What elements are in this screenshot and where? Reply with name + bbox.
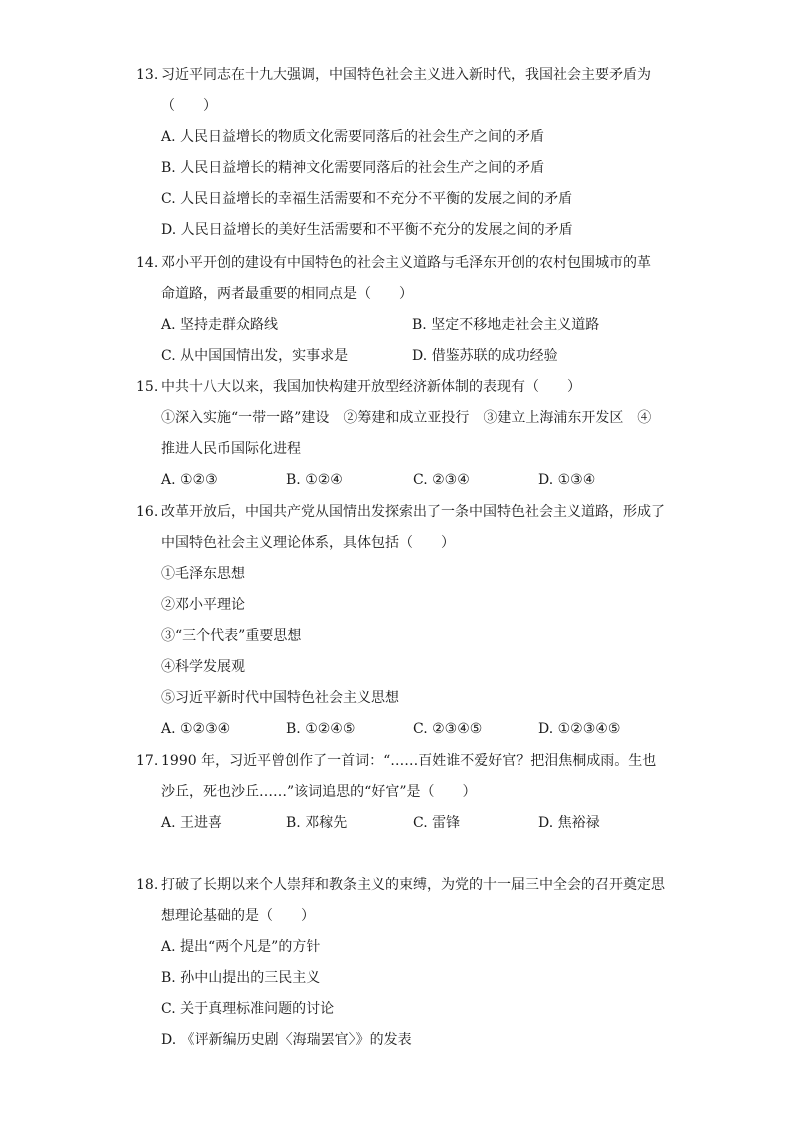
option-row [136, 184, 676, 215]
question-stem-text: 中共十八大以来，我国加快构建开放型经济新体制的表现有（ ） [161, 379, 581, 395]
question-stem-text: 改革开放后，中国共产党从国情出发探索出了一条中国特色社会主义道路，形成了 [161, 504, 665, 520]
question-stem-line [136, 528, 676, 559]
question-16 [136, 497, 676, 745]
question-stem-text: 习近平同志在十九大强调，中国特色社会主义进入新时代，我国社会主要矛盾为 [161, 67, 651, 83]
option-a: A. 坚持走群众路线 [161, 317, 279, 333]
option-b: B. ①②④ [286, 472, 343, 488]
option-d: D. 焦裕禄 [538, 815, 600, 831]
option-b: B. 人民日益增长的精神文化需要同落后的社会生产之间的矛盾 [161, 160, 545, 176]
question-stem-text: ①深入实施“一带一路”建设 ②筹建和成立亚投行 ③建立上海浦东开发区 ④ [161, 410, 652, 426]
option-d: D. ①②③④⑤ [538, 721, 621, 737]
statement-item: ⑤习近平新时代中国特色社会主义思想 [161, 690, 399, 706]
option-c: C. 关于真理标准问题的讨论 [161, 1001, 335, 1017]
option-a: A. 提出“两个凡是”的方针 [161, 939, 321, 955]
option-b: B. 孙中山提出的三民主义 [161, 970, 321, 986]
question-stem-text: 邓小平开创的建设有中国特色的社会主义道路与毛泽东开创的农村包围城市的革 [161, 255, 651, 271]
option-row [136, 465, 676, 496]
option-c: C. ②③④⑤ [413, 721, 483, 737]
question-stem-line [136, 901, 676, 932]
question-stem-line [136, 372, 676, 403]
question-stem-line [136, 403, 676, 434]
option-b: B. 坚定不移地走社会主义道路 [412, 317, 600, 333]
question-stem-line [136, 870, 676, 901]
question-stem-text: 命道路，两者最重要的相同点是（ ） [161, 286, 413, 302]
option-row [136, 215, 676, 246]
option-d: D. 《评新编历史剧〈海瑞罢官〉》的发表 [161, 1032, 412, 1048]
option-row [136, 808, 676, 839]
question-13 [136, 60, 676, 246]
option-b: B. 邓稼先 [286, 815, 348, 831]
option-row [136, 122, 676, 153]
question-stem-line [136, 683, 676, 714]
question-stem-text: 打破了长期以来个人崇拜和教条主义的束缚，为党的十一届三中全会的召开奠定思 [161, 877, 665, 893]
option-a: A. ①②③④ [161, 721, 231, 737]
question-stem-text: 沙丘，死也沙丘……”该词追思的“好官”是（ ） [161, 784, 477, 800]
question-stem-text: 想理论基础的是（ ） [161, 908, 315, 924]
question-stem-text: 中国特色社会主义理论体系，具体包括（ ） [161, 535, 455, 551]
answer-blank: （ ） [161, 98, 217, 114]
option-row [136, 994, 676, 1025]
question-stem-line [136, 434, 676, 465]
question-stem-line [136, 777, 676, 808]
question-number: 17. [136, 753, 159, 769]
question-number: 18. [136, 877, 159, 893]
question-number: 14. [136, 255, 159, 271]
option-row [136, 714, 676, 745]
option-d: D. ①③④ [538, 472, 596, 488]
question-number: 16. [136, 504, 159, 520]
option-c: C. 雷锋 [413, 815, 461, 831]
statement-item: ③“三个代表”重要思想 [161, 628, 302, 644]
option-row [136, 932, 676, 963]
question-stem-line [136, 621, 676, 652]
question-stem-line [136, 60, 676, 91]
question-stem-line [136, 248, 676, 279]
question-stem-text: 1990 年，习近平曾创作了一首词：“……百姓谁不爱好官？把泪焦桐成雨。生也 [161, 753, 657, 769]
option-a: A. 人民日益增长的物质文化需要同落后的社会生产之间的矛盾 [161, 129, 545, 145]
question-number: 13. [136, 67, 159, 83]
statement-item: ④科学发展观 [161, 659, 245, 675]
option-c: C. ②③④ [413, 472, 470, 488]
question-17 [136, 746, 676, 839]
question-stem-line [136, 497, 676, 528]
statement-item: ①毛泽东思想 [161, 566, 245, 582]
question-stem-line [136, 559, 676, 590]
option-row [136, 310, 676, 341]
question-stem-line [136, 746, 676, 777]
question-stem-text: 推进人民币国际化进程 [161, 441, 301, 457]
statement-item: ②邓小平理论 [161, 597, 245, 613]
option-a: A. ①②③ [161, 472, 218, 488]
option-d: D. 人民日益增长的美好生活需要和不平衡不充分的发展之间的矛盾 [161, 222, 573, 238]
option-a: A. 王进喜 [161, 815, 223, 831]
question-15 [136, 372, 676, 496]
option-c: C. 人民日益增长的幸福生活需要和不充分不平衡的发展之间的矛盾 [161, 191, 573, 207]
option-row [136, 153, 676, 184]
question-stem-line [136, 279, 676, 310]
question-stem-line [136, 590, 676, 621]
question-14 [136, 248, 676, 372]
question-stem-line [136, 652, 676, 683]
question-18 [136, 870, 676, 1056]
option-d: D. 借鉴苏联的成功经验 [412, 348, 558, 364]
option-row [136, 963, 676, 994]
option-b: B. ①②④⑤ [286, 721, 356, 737]
option-row [136, 1025, 676, 1056]
question-number: 15. [136, 379, 159, 395]
option-c: C. 从中国国情出发，实事求是 [161, 348, 349, 364]
question-stem-line [136, 91, 676, 122]
option-row [136, 341, 676, 372]
